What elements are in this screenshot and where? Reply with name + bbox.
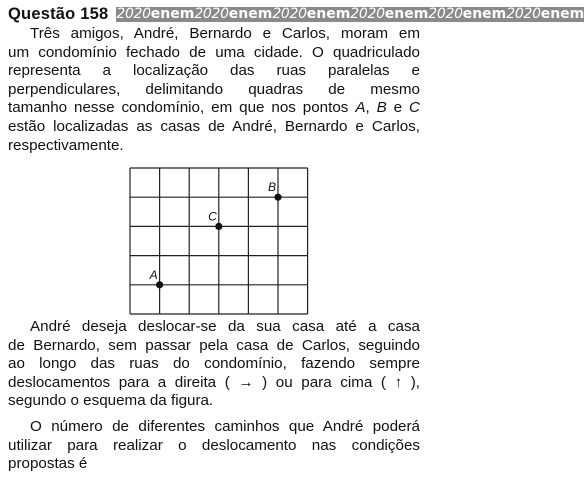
house-c-label: C (208, 209, 217, 224)
watermark-word: enem (306, 5, 351, 22)
paragraph-line: estão localizadas as casas de André, Bernardo e Carlos, (8, 117, 420, 135)
watermark-word: enem (462, 5, 507, 22)
paragraph-line: Três amigos, André, Bernardo e Carlos, moram em (30, 25, 420, 42)
house-b-point (274, 194, 281, 201)
question-number: Questão 158 (8, 4, 109, 23)
question-header (8, 4, 584, 24)
paragraph-line: segundo o esquema da figura. (8, 392, 214, 410)
paragraph-line: um condomínio fechado de uma cidade. O quadriculado (8, 43, 420, 61)
house-a-label: A (149, 267, 158, 282)
paragraph-line: deslocamentos para a direita ( → ) ou para cima ( ↑ ), (8, 373, 420, 391)
watermark-word: enem (228, 5, 273, 22)
house-a-point (156, 281, 163, 288)
watermark-word: enem (384, 5, 429, 22)
house-c-point (215, 223, 222, 230)
paragraph-line: utilizar para realizar o deslocamento nas condições (8, 436, 420, 454)
enem-watermark-banner (116, 7, 584, 22)
watermark-word: enem (150, 5, 195, 22)
question-paragraph (8, 418, 420, 474)
watermark-year: 2020 (350, 5, 385, 22)
watermark-year: 2020 (116, 5, 151, 22)
paragraph-line: representa a localização das ruas paralelas e (8, 62, 420, 80)
watermark-year: 2020 (194, 5, 229, 22)
paragraph-line: ao longo das ruas do condomínio, fazendo sempre (8, 355, 420, 373)
intro-paragraph (8, 25, 420, 155)
watermark-year: 2020 (272, 5, 307, 22)
paragraph-line: respectivamente. (8, 136, 124, 154)
paragraph-line: de Bernardo, sem passar pela casa de Carlos, seguindo (8, 336, 420, 354)
street-grid-figure (129, 167, 309, 315)
paragraph-line: O número de diferentes caminhos que André poderá (30, 418, 420, 435)
paragraph-line: tamanho nesse condomínio, em que nos pontos A, B e C (8, 99, 420, 117)
paragraph-line: perpendiculares, delimitando quadras de mesmo (8, 80, 420, 98)
paragraph-line: propostas é (8, 455, 88, 473)
watermark-word: enem (540, 5, 584, 22)
house-b-label: B (267, 180, 276, 195)
watermark-year: 2020 (506, 5, 541, 22)
watermark-year: 2020 (428, 5, 463, 22)
street-grid-svg (129, 167, 309, 315)
paragraph-line: André deseja deslocar-se da sua casa até a casa (30, 318, 420, 335)
movement-paragraph (8, 318, 420, 411)
